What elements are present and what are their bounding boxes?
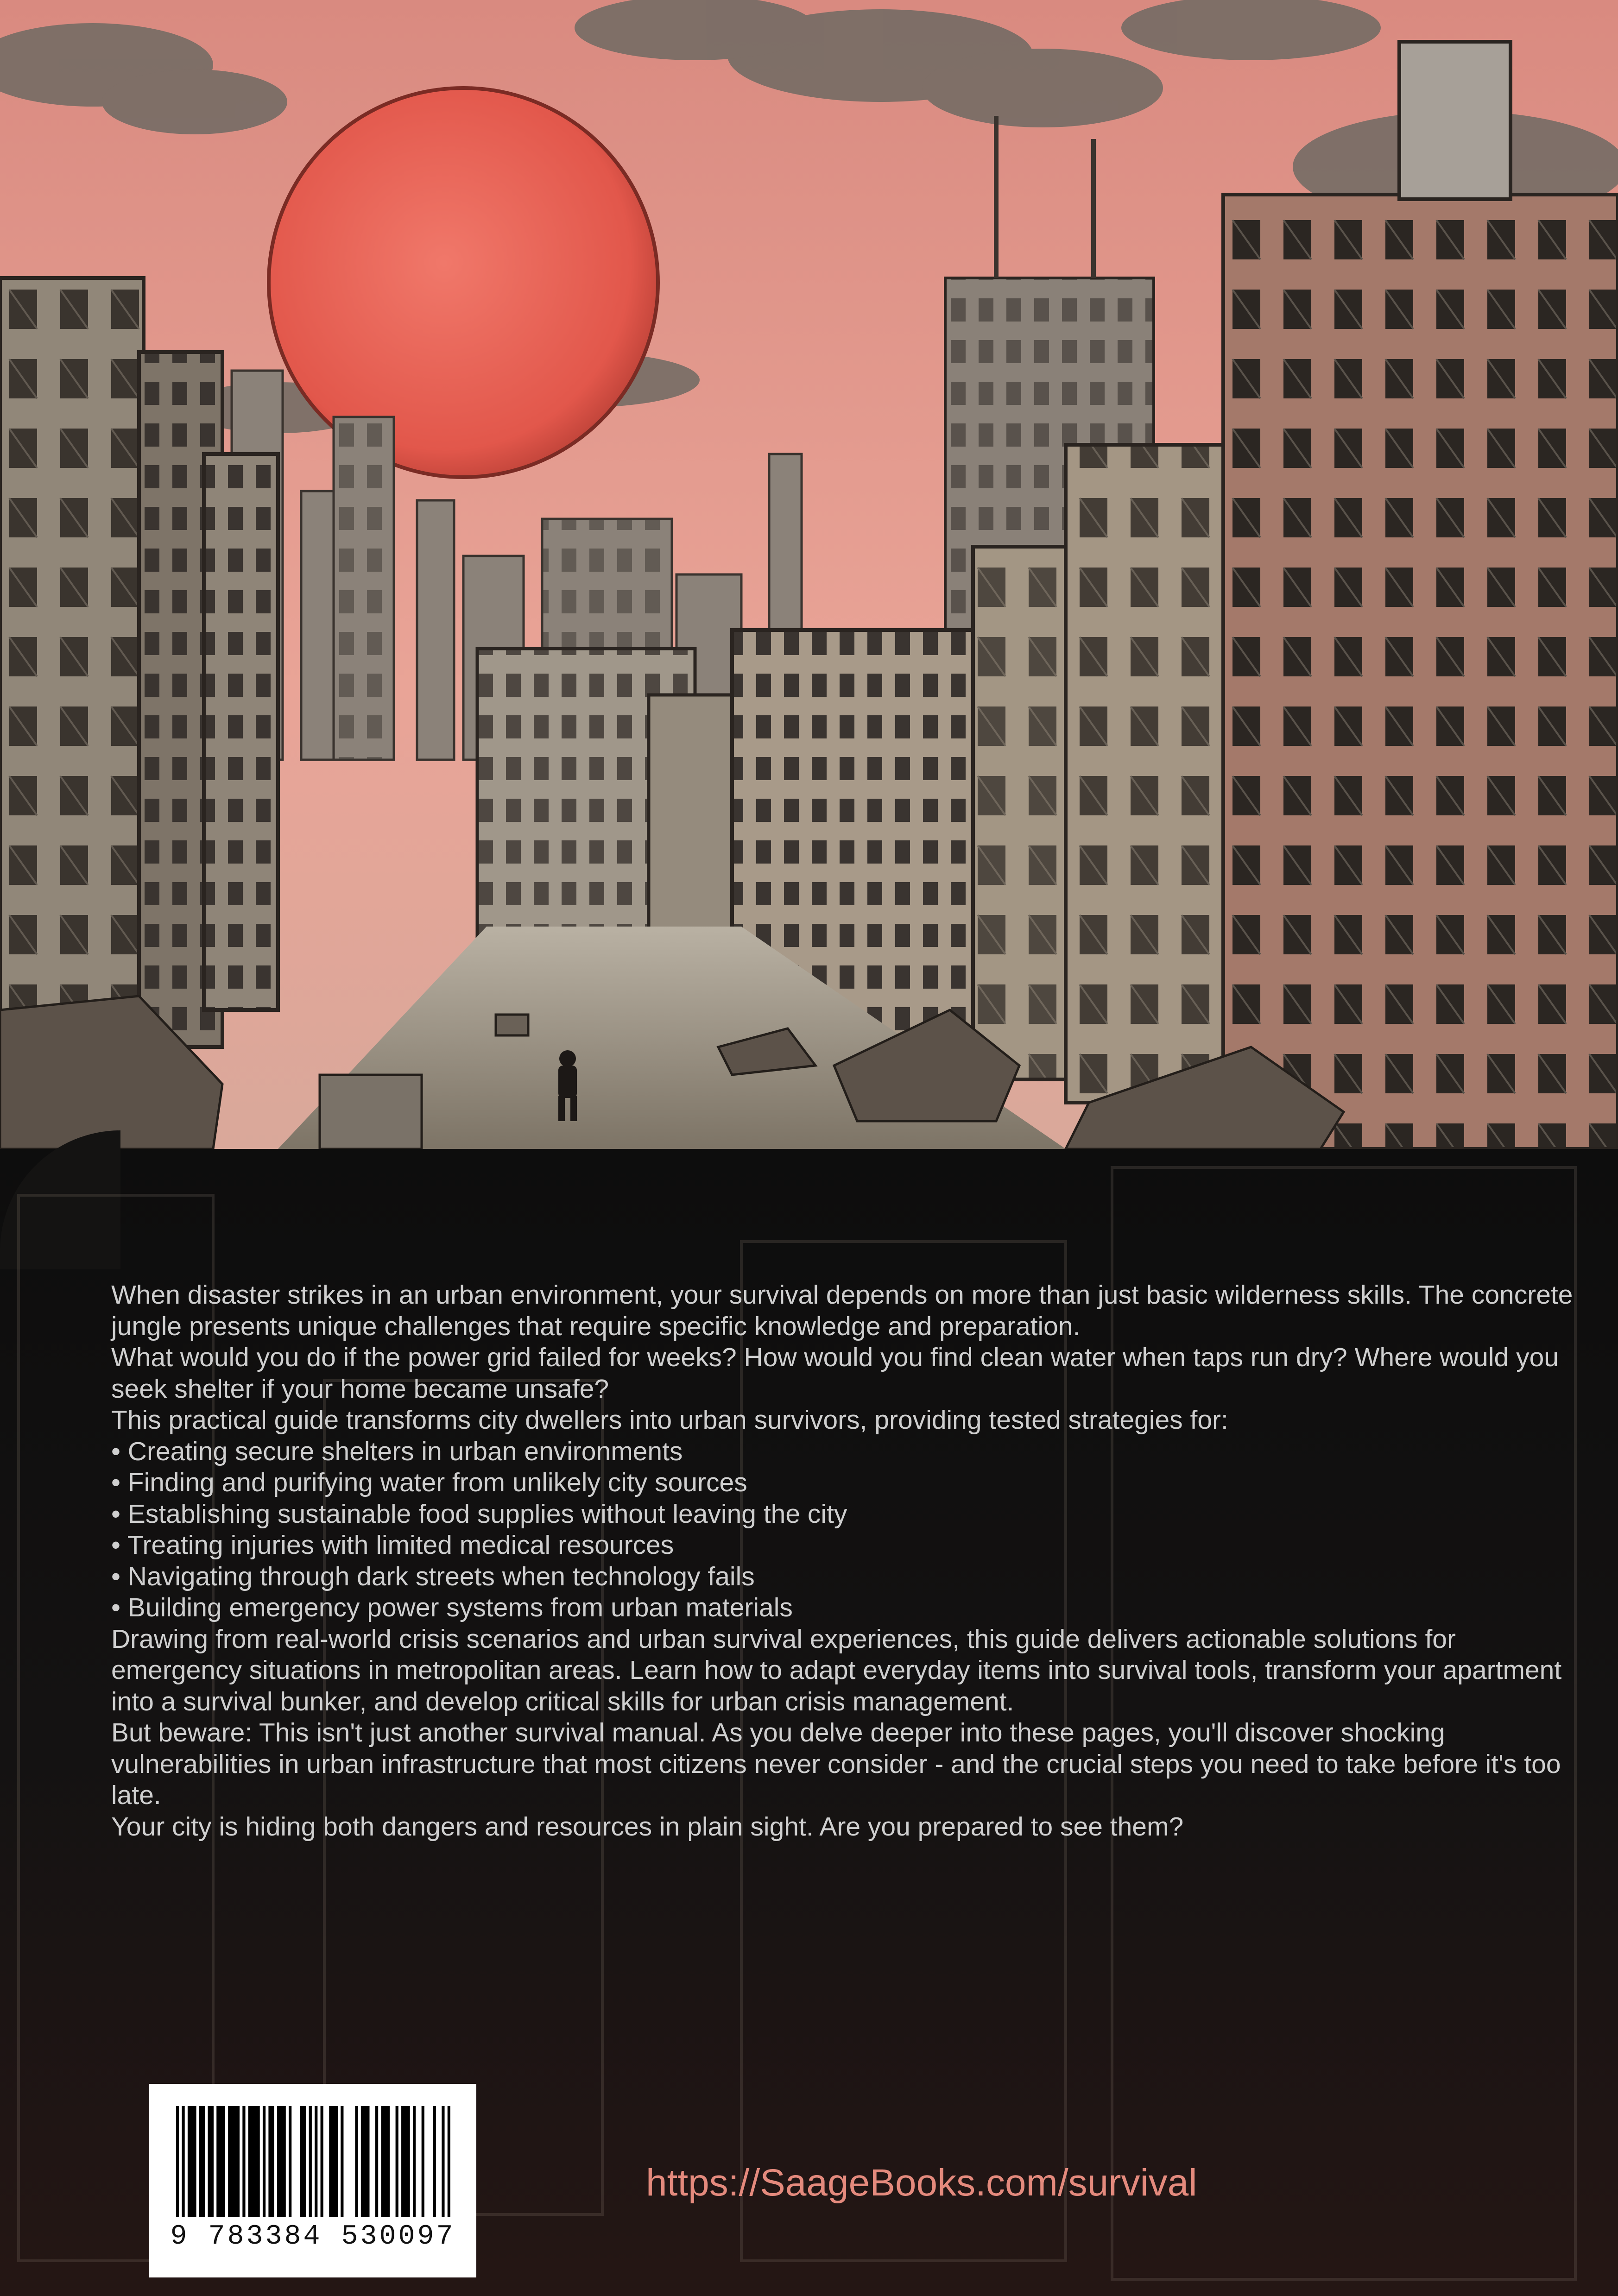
- barcode-bar: [216, 2106, 225, 2217]
- barcode-bar: [341, 2106, 343, 2217]
- barcode-bar: [263, 2106, 265, 2217]
- list-item: • Building emergency power systems from urban materials: [111, 1592, 1575, 1624]
- back-cover-blurb: [111, 1280, 1575, 1842]
- list-item: • Establishing sustainable food supplies without leaving the city: [111, 1499, 1575, 1530]
- blurb-paragraph: What would you do if the power grid failed for weeks? How would you find clean water when taps run dry? Where would you seek shelter if your home became unsafe?: [111, 1343, 1559, 1404]
- barcode-bar: [315, 2106, 317, 2217]
- barcode-bar: [321, 2106, 323, 2217]
- list-item: • Creating secure shelters in urban environments: [111, 1436, 1575, 1468]
- barcode-bar: [228, 2106, 240, 2217]
- list-item: • Treating injuries with limited medical resources: [111, 1530, 1575, 1561]
- barcode-bar: [300, 2106, 306, 2217]
- barcode-bar: [361, 2106, 370, 2217]
- blurb-paragraph: This practical guide transforms city dwellers into urban survivors, providing tested strategies for:: [111, 1405, 1228, 1435]
- isbn-digits: 9 783384 530097: [170, 2221, 455, 2252]
- barcode-bar: [433, 2106, 436, 2217]
- barcode-bar: [309, 2106, 312, 2217]
- barcode-bar: [248, 2106, 260, 2217]
- blurb-paragraph: But beware: This isn't just another survival manual. As you delve deeper into these pages, you'll discover shocking vulnerabilities in urban infrastructure that most citizens never consider - and the crucial steps you need to take before it's too late.: [111, 1718, 1561, 1810]
- barcode-bar: [242, 2106, 245, 2217]
- barcode-bar: [289, 2106, 291, 2217]
- blurb-paragraph: When disaster strikes in an urban environment, your survival depends on more than just basic wilderness skills. The concrete jungle presents unique challenges that require specific knowledge and preparation.: [111, 1280, 1573, 1341]
- barcode-bar: [277, 2106, 286, 2217]
- strategy-list: [111, 1436, 1575, 1624]
- barcode-bar: [355, 2106, 358, 2217]
- barcode-bar: [199, 2106, 205, 2217]
- barcode-bar: [442, 2106, 444, 2217]
- barcode-bar: [448, 2106, 450, 2217]
- barcode-bars: [176, 2106, 450, 2217]
- barcode-bar: [396, 2106, 398, 2217]
- blurb-paragraph: Your city is hiding both dangers and resources in plain sight. Are you prepared to see them?: [111, 1811, 1184, 1842]
- website-link[interactable]: https://SaageBooks.com/survival: [646, 2162, 1197, 2204]
- barcode-bar: [176, 2106, 179, 2217]
- barcode-bar: [268, 2106, 274, 2217]
- isbn-barcode: [149, 2084, 476, 2277]
- barcode-bar: [413, 2106, 416, 2217]
- barcode-bar: [208, 2106, 214, 2217]
- barcode-bar: [381, 2106, 390, 2217]
- list-item: • Navigating through dark streets when technology fails: [111, 1561, 1575, 1593]
- barcode-bar: [422, 2106, 424, 2217]
- barcode-bar: [401, 2106, 410, 2217]
- blurb-paragraph: Drawing from real-world crisis scenarios and urban survival experiences, this guide delivers actionable solutions for emergency situations in metropolitan areas. Learn how to adapt everyday items into survival tools, transform your apartment into a survival bunker, and develop critical skills for urban crisis management.: [111, 1624, 1562, 1716]
- barcode-bar: [375, 2106, 378, 2217]
- barcode-bar: [329, 2106, 338, 2217]
- list-item: • Finding and purifying water from unlikely city sources: [111, 1467, 1575, 1499]
- barcode-bar: [182, 2106, 184, 2217]
- barcode-bar: [188, 2106, 196, 2217]
